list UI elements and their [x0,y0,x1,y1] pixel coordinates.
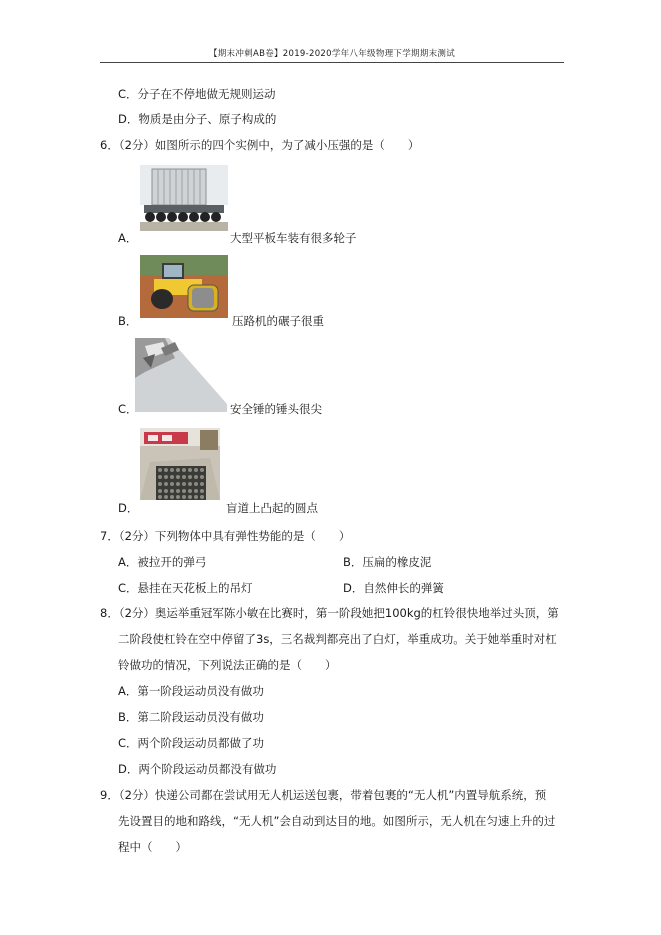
q8-option-b: B．第二阶段运动员没有做功 [118,710,264,724]
q7-stem: 7．（2分）下列物体中具有弹性势能的是（ ） [100,529,351,543]
q5-option-d: D．物质是由分子、原子构成的 [118,112,277,126]
q8-option-d: D．两个阶段运动员都没有做功 [118,762,277,776]
q6-option-a-caption: 大型平板车装有很多轮子 [230,231,357,245]
q7-option-a: A．被拉开的弹弓 [118,555,207,569]
q6-option-c-caption: 安全锤的锤头很尖 [230,402,322,416]
q7-option-c: C．悬挂在天花板上的吊灯 [118,581,253,595]
flatbed-truck-image [140,165,228,231]
page-header: 【期末冲刺AB卷】2019-2020学年八年级物理下学期期末测试 [208,49,456,59]
q6-option-b-letter: B． [118,314,138,328]
safety-hammer-image [135,338,227,412]
q8-stem-line2: 二阶段使杠铃在空中停留了3s，三名裁判都亮出了白灯，举重成功。关于她举重时对杠 [118,632,557,646]
q8-stem-line1: 8．（2分）奥运举重冠军陈小敏在比赛时，第一阶段她把100kg的杠铃很快地举过头顶，第 [100,606,559,620]
q6-option-b-caption: 压路机的碾子很重 [232,314,324,328]
q7-option-b: B．压扁的橡皮泥 [343,555,432,569]
tactile-paving-image [140,428,220,500]
header-rule [100,62,564,63]
q6-option-a-letter: A． [118,231,138,245]
road-roller-image [140,255,228,318]
q6-option-c-letter: C． [118,402,138,416]
q8-option-c: C．两个阶段运动员都做了功 [118,736,265,750]
q9-stem-line1: 9．（2分）快递公司都在尝试用无人机运送包裹，带着包裹的“无人机”内置导航系统，预 [100,788,547,802]
q9-stem-line2: 先设置目的地和路线，“无人机”会自动到达目的地。如图所示，无人机在匀速上升的过 [118,814,556,828]
q5-option-c: C．分子在不停地做无规则运动 [118,87,276,101]
q6-option-d-letter: D． [118,501,139,515]
q8-stem-line3: 铃做功的情况，下列说法正确的是（ ） [118,658,337,672]
q6-stem: 6．（2分）如图所示的四个实例中，为了减小压强的是（ ） [100,138,420,152]
q8-option-a: A．第一阶段运动员没有做功 [118,684,264,698]
q6-option-d-caption: 盲道上凸起的圆点 [226,501,318,515]
q9-stem-line3: 程中（ ） [118,840,187,854]
q7-option-d: D．自然伸长的弹簧 [343,581,444,595]
